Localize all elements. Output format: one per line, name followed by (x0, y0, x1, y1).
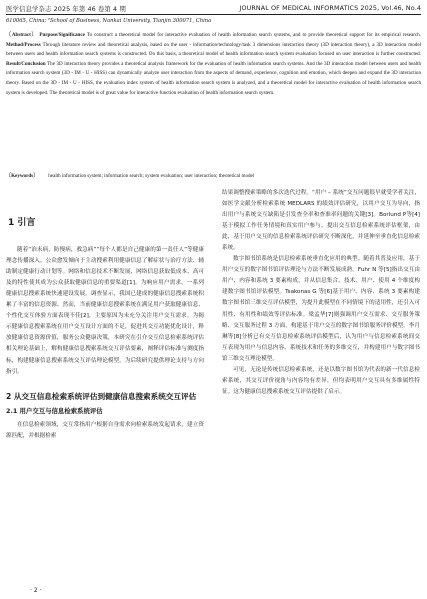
abstract-label: 〔Abstract〕 (6, 32, 38, 38)
left-column (6, 190, 204, 442)
intro-paragraph: 随着“治未病，防慢病，救急病”“每个人都是自己健康的第一责任人”等健康理念传播深入，公众愈发倾向于主动搜索利用健康信息了解症状与治疗方法、辅助制定健康行动计划等。网络和信息技术不断发展，网络信息获取低成本、高可及的特性使其成为公众获取健康信息的重要渠道[1]。为响应用户需求，一系列健康信息搜索系统快速建设发展。调查显示，我国已建成的健康信息搜索系统积累了丰富的信息资源。然而，当前健康信息搜索系统在满足用户获取健康信息、个性化交互体验方面表现不佳[2]，主要原因为未充分关注用户交互需求。为揭示健康信息搜索系统在用户交互设计方面的不足，促进其交互功能优化设计，释放健康信息资源价值，服务公众健康决策，本研究在引介交互信息检索系统评估相关理论基础上，解构健康信息搜索系统交互评估要素，阐释评估标准与测度指标，构建健康信息搜索系统交互评估理论模型，为后续研究提供理论支持与方向指引。 (6, 247, 204, 375)
keywords-text: health information system; information search; system evaluation; user interaction; theoretical model (48, 173, 255, 179)
header-rule (6, 14, 421, 15)
section-2-1-paragraph: 在信息检索领域，交互常指用户根据自身需求向检索系统发起请求，建立资源匹配，并根据检索 (6, 421, 204, 439)
section-2-1-heading: 2.1 用户交互与信息检索系统评估 (6, 406, 103, 415)
purpose-text: To construct a theoretical model for interactive evaluation of health information search systems, and to provide theoretical support for its empirical research. (86, 32, 421, 38)
page-number: · 2 · (30, 587, 42, 594)
keywords-label: 〔Keywords〕 (6, 173, 39, 179)
right-column (222, 188, 420, 398)
author-affiliation: 610065, China; ²School of Business, Nankai University, Tianjin 300071, China (6, 18, 212, 24)
section-1-heading: 1 引言 (8, 218, 36, 228)
conclusion-paragraph: 可见，无论是传统信息检索系统，还是以数字图书馆为代表的新一代信息检索系统，其交互评价视角与内容均有差异，但均表明用户交互具有多维属性特征。这为健康信息搜索系统交互评估提供了启示。 (222, 366, 420, 395)
result-text: The 3D interaction theory provides a theoretical analysis framework for the evaluation of health information search systems. And the 3D interaction model between users and health information search system (3D - IM - U - HISS) can dynamically analyze user interaction from the aspects of demand, experience, cognition and emotion, which deepen and expand the 3D interaction theory. Based on the 3D - IM - U - HISS, the evaluation index system of health information search system is analyzed, and a theoretical model for interactive evaluation of health information search system is developed. The theoretical model is of great value for interactive function evaluation of health information search system. (6, 60, 421, 96)
result-label: Result/Conclusion (6, 60, 46, 67)
section-2-heading: 2 从交互信息检索系统评估到健康信息搜索系统交互评估 (6, 391, 197, 401)
method-label: Method/Process (6, 41, 41, 48)
keywords (6, 172, 421, 180)
journal-title-en: JOURNAL OF MEDICAL INFORMATICS 2025, Vol.46, No.4 (239, 4, 421, 12)
method-text: Through literature review and theoretical analysis, based on the user - information/technology/task 3 dimensions interaction theory (3D interaction theory), a 3D interaction model between users and health information search systems is constructed. On this basis, a theoretical model of health information search system evaluation focused on user interaction is further constructed. (6, 41, 422, 58)
purpose-label: Purpose/Significance (39, 32, 85, 38)
digital-library-paragraph: 数字图书馆系统是信息检索系统垂直化应用的典型。随着其普及应用，基于用户交互的数字图书馆评估理论与方法不断发展成熟。Fuhr N 等[5]指出交互由用户、内容和系统 3 要素构成，并从信息集合、技术、用户、使用 4 个维度构建数字图书馆评估模型。Tsakonas G 等[6]基于用户、内容、系统 3 要素构建数字图书馆三维交互评估模型，为提升此模型在不同情境下的适用性，还引入可用性、有用性和绩效等评估标准。梁孟华[7]则强调用户交互需求、交互服务策略、交互服务过程 3 方面，构建基于用户交互的数字图书馆服务评价模型。李月琳等[8]分析已有交互信息检索系统评估模型后，认为用户与信息检索系统间交互表现为用户与信息内容、系统技术和任务的多维交互，并构建用户与数字图书馆三维交互理论模型。 (222, 256, 420, 362)
abstract (6, 31, 421, 98)
continued-paragraph: 结果调整搜索策略的多次迭代过程。“用户 – 系统”交互问题很早就受学者关注，如医学文献分析检索系统 MEDLARS 的绩效评估研究，以用户交互为导向，指出用户与系统交互缺陷是引发查全率和查准率问题的关键[3]。Borlund P等[4]基于模拟工作任务情境和真实用户参与，提出交互信息检索系统评估框架，由此，基于用户交互的信息检索系统评估研究不断深化，并延伸至垂直化信息检索系统。 (222, 190, 420, 252)
journal-title-cn: 医学信息学杂志 2025 年第 46 卷第 4 期 (6, 5, 126, 13)
